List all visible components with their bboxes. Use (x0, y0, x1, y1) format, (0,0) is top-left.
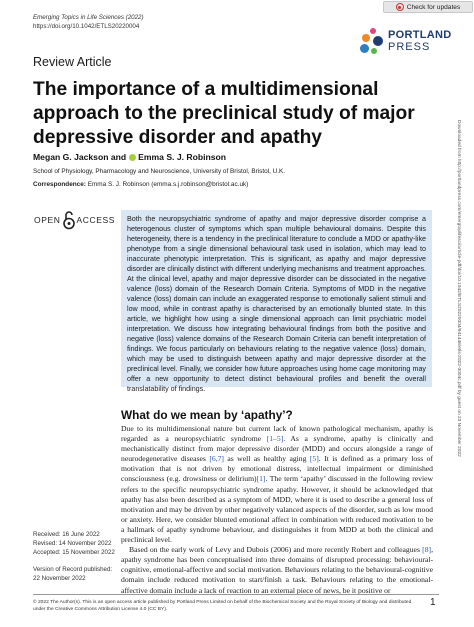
journal-name: Emerging Topics in Life Sciences (2022) (33, 14, 144, 21)
vor-date: 22 November 2022 (33, 575, 86, 582)
citation-link[interactable]: [5] (309, 454, 319, 464)
download-note-text: Downloaded from http://portlandpress.com/emergtoplifesci/article-pdf/doi/10.1042/ETLS20220004/941446/etls-2022-0004c.pdf by guest on 23 November 2022 (456, 120, 461, 457)
author-robinson[interactable]: Emma S. J. Robinson (138, 152, 227, 162)
citation-link[interactable]: [1–5] (266, 434, 284, 444)
affiliation: School of Physiology, Pharmacology and Neuroscience, University of Bristol, Bristol, U.K. (33, 168, 286, 175)
body-paragraph-1: Due to its multidimensional nature but current lack of known pathological mechanism, apathy is regarded as a neuropsychiatric syndrome [1–5]. As a syndrome, apathy is clinically and mechanistically distinct from major depressive disorder (MDD) and occurs alongside a range of neurodegenerative diseases [6,7] as well as healthy aging [5]. It is defined as a primary loss of motivation that is not driven by emotional distress, intellectual impairment or diminished consciousness (e.g. drowsiness or delirium)[1]. The term ‘apathy’ discussed in the following review refers to the specific neuropsychiatric syndrome apathy. However, it should be acknowledged that apathy has also been described as a symptom of MDD, where it is used to describe a general loss of motivation and may be driven by other negatively valanced aspects of the disorder, such as low mood or anxiety. Here, we consider blunted emotional affect in combination with reduced motivation to be a hallmark of apathy syndrome behaviour, and distinguishes it from MDD at both the clinical and preclinical level. (121, 424, 433, 545)
page-number: 1 (430, 597, 436, 608)
citation-link[interactable]: [6,7] (209, 454, 224, 464)
vor-label: Version of Record published: (33, 566, 113, 573)
doi-link[interactable]: https://doi.org/10.1042/ETLS20220004 (33, 23, 140, 30)
revised-date: Revised: 14 November 2022 (33, 540, 112, 547)
open-access-logo (34, 207, 118, 233)
check-for-updates-label: Check for updates (406, 3, 461, 11)
citation-link[interactable]: [1] (256, 474, 266, 484)
publisher-name-line1: PORTLAND (388, 29, 452, 41)
author-jackson[interactable]: Megan G. Jackson and (33, 152, 127, 162)
publisher-dots-icon (358, 28, 386, 56)
author-list (33, 152, 226, 162)
accepted-date: Accepted: 15 November 2022 (33, 549, 115, 556)
correspondence-label: Correspondence: (33, 181, 86, 188)
publisher-name-line2: PRESS (388, 41, 431, 53)
publication-dates (33, 530, 115, 583)
check-for-updates-button[interactable] (383, 1, 473, 13)
open-access-label-right: ACCESS (76, 215, 116, 225)
download-note (451, 120, 463, 627)
correspondence (33, 181, 248, 188)
license-footer: © 2022 The Author(s). This is an open access article published by Portland Press Limited on behalf of the Biochemical Society and the Royal Society of Biology and distributed under the Creative Commons Attribution License 4.0 (CC BY). (33, 600, 412, 612)
open-lock-icon (63, 210, 75, 230)
abstract-box: Both the neuropsychiatric syndrome of apathy and major depressive disorder comprise a heterogenous cluster of symptoms which span multiple behavioural domains. Despite this heterogeneity, there is a tendency in the preclinical literature to conclude a MDD or apathy-like phenotype from a single dimensional behavioural task used in isolation, which may lead to inaccurate phenotypic interpretation. This is significant, as apathy and major depressive disorder are clinically distinct with different underlying mechanisms and treatment approaches. At the clinical level, apathy and major depressive disorder can be dissociated in the negative valence (loss) domain of the Research Domain Criteria. Symptoms of MDD in the negative valence (loss) domain can include an exaggerated response to emotionally salient stimuli and low mood, while in contrast apathy is characterised by an emotionally blunted state. In this article, we highlight how using a single dimensional approach can limit psychiatric model interpretation. We discuss how integrating behavioural findings from both the positive and negative (loss) valence domains of the Research Domain Criteria can benefit interpretation of findings. We focus particularly on behaviours relating to the negative valence (loss) domain, which may be used to distinguish between apathy and major depressive disorder at the preclinical level. Finally, we consider how future approaches using home cage monitoring may offer a new opportunity to detect distinct behavioural profiles and benefit the overall translatability of findings. (121, 210, 432, 387)
section-heading: What do we mean by ‘apathy’? (121, 408, 293, 422)
received-date: Received: 16 June 2022 (33, 531, 100, 538)
orcid-icon[interactable] (129, 154, 136, 161)
publisher-logo (358, 24, 452, 60)
body-paragraph-2: Based on the early work of Levy and Dubois (2006) and more recently Robert and colleagues [8], apathy syndrome has been conceptualised into three domains of disrupted processing: behavioural-cognitive, emotional-affective and social motivation. Behaviours relating to the behavioural-cognitive domain include reduced motivation to start/finish a task. Behaviours relating to the emotional-affective domain include a lack of reaction to an external piece of news, be it positive or (121, 545, 433, 595)
crossmark-icon (396, 3, 404, 11)
footer-divider (33, 594, 439, 595)
article-title: The importance of a multidimensional approach to the preclinical study of major depressive disorder and apathy (33, 79, 415, 148)
correspondence-email[interactable]: Emma S. J. Robinson (emma.s.j.robinson@bristol.ac.uk) (87, 181, 249, 188)
body-text (121, 424, 433, 596)
article-type: Review Article (33, 55, 112, 69)
open-access-label-left: OPEN (34, 215, 61, 225)
citation-link[interactable]: [8] (422, 545, 432, 555)
